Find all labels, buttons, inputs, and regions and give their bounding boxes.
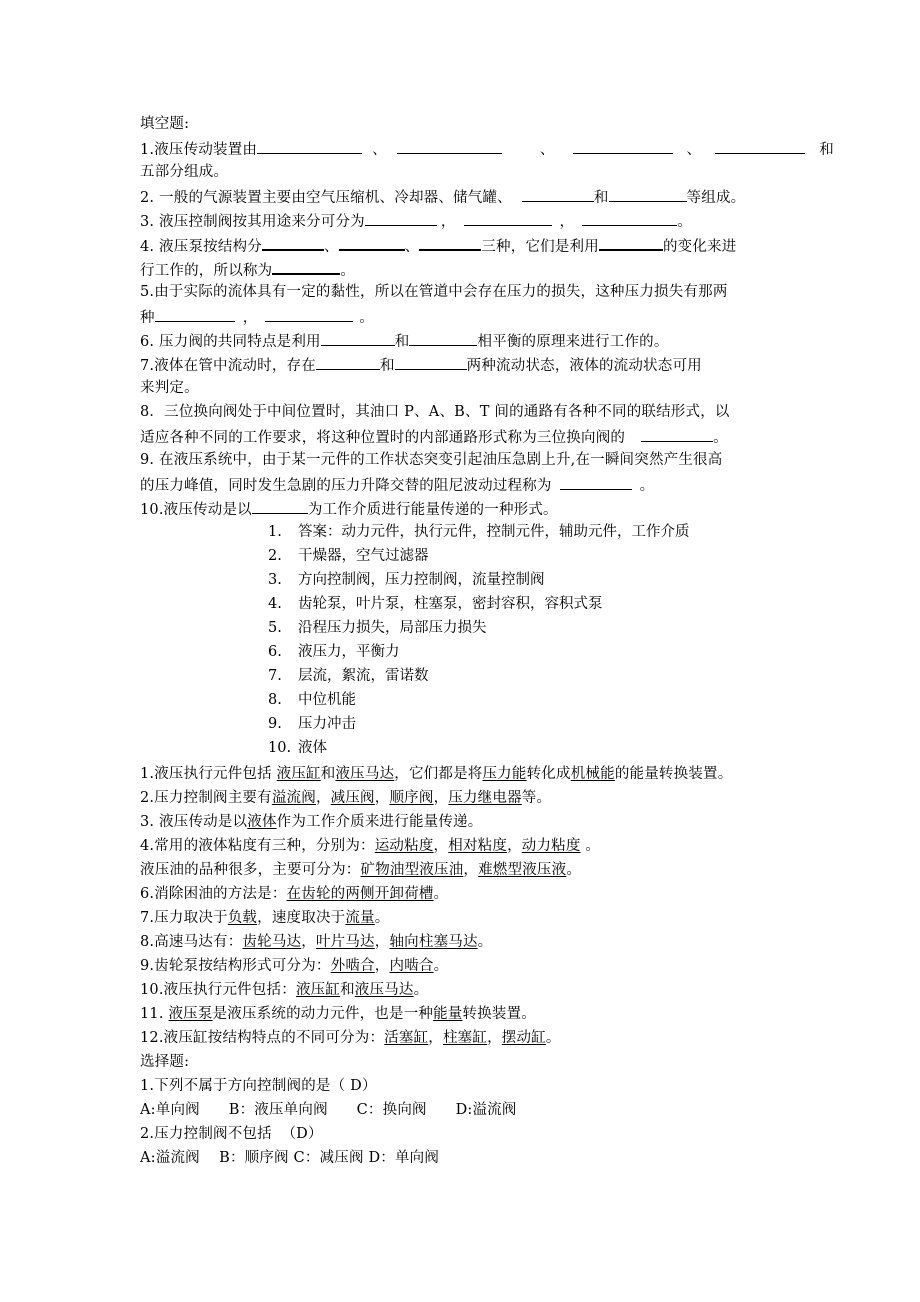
text: 6.消除困油的方法是：	[140, 886, 287, 902]
underlined-answer: 机械能	[570, 766, 615, 782]
underlined-answer: 顺序阀	[389, 790, 434, 806]
text: ，	[433, 838, 449, 854]
underlined-answer: 流量	[345, 910, 375, 926]
q1-and: 和	[819, 142, 834, 158]
text: 。	[580, 838, 601, 854]
text: 3. 液压传动是以	[140, 814, 248, 830]
text: 是液压系统的动力元件，也是一种	[212, 1006, 434, 1022]
blank[interactable]	[155, 307, 235, 322]
q8-post: 。	[713, 430, 728, 446]
blank[interactable]	[272, 259, 340, 275]
answer-number: 10.	[268, 740, 292, 756]
choice-options-2: A:溢流阀 B：顺序阀 C：减压阀 D：单向阀	[140, 1150, 440, 1166]
blank[interactable]	[397, 139, 502, 154]
text: 。	[545, 1030, 561, 1046]
separator: 、	[404, 239, 420, 255]
text: 2.压力控制阀主要有	[140, 790, 272, 806]
separator: ，	[440, 214, 456, 230]
answer-text: 液压力，平衡力	[298, 644, 400, 660]
answer-number: 1.	[268, 524, 282, 540]
separator: 、	[323, 239, 339, 255]
underlined-answer: 叶片马达	[315, 934, 375, 950]
underlined-answer: 液压马达	[354, 982, 414, 998]
answer-item	[268, 643, 400, 661]
text: 11.	[140, 1006, 169, 1022]
q1-text: 1.液压传动装置由	[140, 142, 258, 158]
q8-line2-text: 适应各种不同的工作要求，将这种位置时的内部通路形式称为三位换向阀的	[140, 430, 626, 446]
answer-item	[268, 595, 603, 613]
answer-number: 5.	[268, 620, 282, 636]
text: 转化成	[526, 766, 571, 782]
blank[interactable]	[257, 139, 362, 154]
underlined-answer: 液压泵	[168, 1006, 213, 1022]
q5-post: 。	[359, 310, 375, 326]
answer-number: 9.	[268, 716, 282, 732]
statement-8	[140, 933, 492, 951]
question-8-line2	[140, 427, 728, 447]
answer-item	[268, 739, 327, 757]
text: 12.液压缸按结构特点的不同可分为：	[140, 1030, 385, 1046]
q3-post: 。	[677, 214, 692, 230]
text: 8.高速马达有：	[140, 934, 243, 950]
text: ，	[487, 1030, 502, 1046]
q6-and: 和	[394, 334, 410, 350]
underlined-answer: 外啮合	[330, 958, 375, 974]
blank[interactable]	[339, 235, 405, 251]
statement-9	[140, 957, 448, 975]
underlined-answer: 难燃型液压液	[478, 862, 567, 878]
q2-and: 和	[593, 190, 609, 206]
answer-text: 中位机能	[298, 692, 356, 708]
text: 作为工作介质来进行能量传递。	[276, 814, 483, 830]
q4-text: 4. 液压泵按结构分	[140, 239, 262, 255]
q3-text: 3. 液压控制阀按其用途来分可分为	[140, 214, 365, 230]
question-5: 5.由于实际的流体具有一定的黏性，所以在管道中会存在压力的损失，这种压力损失有那两	[140, 284, 728, 300]
blank[interactable]	[560, 475, 632, 490]
answer-item	[268, 667, 429, 685]
answer-number: 2.	[268, 548, 282, 564]
text: 10.液压执行元件包括：	[140, 982, 296, 998]
blank[interactable]	[321, 331, 395, 346]
q5-line2-text: 种	[140, 310, 155, 326]
text: 。	[374, 910, 390, 926]
q9-line2-text: 的压力峰值，同时发生急剧的压力升降交替的阻尼波动过程称为	[140, 478, 552, 494]
separator: 、	[686, 142, 702, 158]
underlined-answer: 矿物油型液压油	[360, 862, 464, 878]
text: ，	[374, 958, 390, 974]
answer-number: 6.	[268, 644, 282, 660]
text: ，	[507, 838, 522, 854]
underlined-answer: 在齿轮的两侧开卸荷槽	[286, 886, 434, 902]
q7-text: 7.液体在管中流动时，存在	[140, 358, 316, 374]
blank[interactable]	[582, 211, 677, 226]
answer-item	[268, 715, 356, 733]
answer-item	[268, 571, 545, 589]
question-10	[140, 499, 558, 519]
q4-line2-text: 行工作的，所以称为	[140, 263, 273, 279]
blank[interactable]	[573, 139, 673, 154]
choice-options-1: A:单向阀 B：液压单向阀 C：换向阀 D:溢流阀	[140, 1102, 517, 1118]
underlined-answer: 相对粘度	[448, 838, 508, 854]
underlined-answer: 轴向柱塞马达	[389, 934, 478, 950]
underlined-answer: 齿轮马达	[242, 934, 302, 950]
question-3	[140, 211, 692, 231]
underlined-answer: 摆动缸	[501, 1030, 546, 1046]
text: ，	[463, 862, 479, 878]
answer-text: 液体	[298, 740, 327, 756]
statement-4	[140, 837, 600, 855]
answer-text: 压力冲击	[298, 716, 356, 732]
text: ，	[315, 790, 331, 806]
text: ，	[374, 790, 390, 806]
blank[interactable]	[609, 187, 687, 202]
q4-post: 的变化来进	[662, 239, 737, 255]
question-9-line2	[140, 475, 654, 495]
text: 。	[477, 934, 493, 950]
underlined-answer: 减压阀	[330, 790, 375, 806]
text: 9.齿轮泵按结构形式可分为：	[140, 958, 331, 974]
blank[interactable]	[365, 211, 437, 226]
question-2	[140, 187, 745, 207]
q2-post: 等组成。	[686, 190, 746, 206]
text: 转换装置。	[462, 1006, 536, 1022]
text: 液压油的品种很多，主要可分为：	[140, 862, 361, 878]
answer-number: 7.	[268, 668, 282, 684]
underlined-answer: 运动粘度	[374, 838, 434, 854]
statement-10	[140, 981, 428, 999]
underlined-answer: 溢流阀	[271, 790, 316, 806]
text: 1.液压执行元件包括	[140, 766, 277, 782]
answer-item	[268, 691, 356, 709]
answer-text: 层流，絮流，雷诺数	[298, 668, 429, 684]
blank[interactable]	[715, 139, 805, 154]
q9-post: 。	[639, 478, 655, 494]
q7-and: 和	[379, 358, 395, 374]
blank[interactable]	[252, 499, 308, 514]
underlined-answer: 活塞缸	[384, 1030, 429, 1046]
q10-text: 10.液压传动是以	[140, 502, 252, 518]
answer-number: 3.	[268, 572, 282, 588]
text: ，速度取决于	[257, 910, 346, 926]
question-9: 9. 在液压系统中，由于某一元件的工作状态突变引起油压急剧上升,在一瞬间突然产生很高	[140, 452, 723, 468]
separator: ，	[242, 310, 258, 326]
q2-text: 2. 一般的气源装置主要由空气压缩机、冷却器、储气罐、	[140, 190, 512, 206]
answer-text: 沿程压力损失，局部压力损失	[298, 620, 487, 636]
answer-number: 8.	[268, 692, 282, 708]
statement-2	[140, 789, 551, 807]
choice-question-2: 2.压力控制阀不包括 （D）	[140, 1126, 323, 1142]
text: ，	[374, 934, 390, 950]
statement-5	[140, 861, 581, 879]
blank[interactable]	[522, 187, 594, 202]
choice-section-title: 选择题:	[140, 1054, 190, 1070]
underlined-answer: 柱塞缸	[442, 1030, 488, 1046]
text: 4.常用的液体粘度有三种，分别为：	[140, 838, 375, 854]
statement-7	[140, 909, 389, 927]
q10-post: 为工作介质进行能量传递的一种形式。	[307, 502, 558, 518]
underlined-answer: 液压缸	[295, 982, 341, 998]
answer-item	[268, 547, 429, 565]
underlined-answer: 液体	[247, 814, 277, 830]
fill-section-title: 填空题:	[140, 116, 190, 132]
underlined-answer: 压力继电器	[448, 790, 522, 806]
underlined-answer: 液压马达	[335, 766, 395, 782]
answer-text: 齿轮泵，叶片泵，柱塞泵，密封容积，容积式泵	[298, 596, 603, 612]
underlined-answer: 能量	[433, 1006, 463, 1022]
text: 。	[566, 862, 582, 878]
blank[interactable]	[599, 235, 663, 251]
blank[interactable]	[395, 355, 467, 370]
text: ，	[301, 934, 316, 950]
text: ，它们都是将	[394, 766, 483, 782]
statement-6	[140, 885, 448, 903]
question-7	[140, 355, 702, 375]
answer-text: 方向控制阀，压力控制阀，流量控制阀	[298, 572, 545, 588]
text: 和	[320, 766, 336, 782]
answer-text: 答案：动力元件，执行元件，控制元件，辅助元件，工作介质	[298, 524, 690, 540]
statement-1	[140, 765, 732, 783]
text: ，	[428, 1030, 443, 1046]
q4-mid: 三种，它们是利用	[481, 239, 599, 255]
answer-text: 干燥器，空气过滤器	[298, 548, 429, 564]
separator: ，	[559, 214, 575, 230]
text: 7.压力取决于	[140, 910, 228, 926]
question-6	[140, 331, 669, 351]
separator: 、	[539, 142, 555, 158]
statement-3	[140, 813, 482, 831]
text: 。	[433, 886, 449, 902]
q4-line2-post: 。	[340, 263, 356, 279]
underlined-answer: 液压缸	[276, 766, 321, 782]
question-8: 8．三位换向阀处于中间位置时，其油口 P、A、B、T 间的通路有各种不同的联结形式，以	[140, 404, 730, 420]
q7-post: 两种流动状态，液体的流动状态可用	[466, 358, 702, 374]
choice-question-1: 1.下列不属于方向控制阀的是（ D）	[140, 1078, 377, 1094]
statement-11	[140, 1005, 536, 1023]
text: ，	[433, 790, 449, 806]
text: 的能量转换装置。	[614, 766, 733, 782]
blank[interactable]	[265, 307, 353, 322]
question-4-line2	[140, 259, 355, 280]
underlined-answer: 内啮合	[389, 958, 434, 974]
question-4	[140, 235, 736, 256]
blank[interactable]	[316, 355, 380, 370]
question-1-line2: 五部分组成。	[140, 164, 229, 180]
q6-text: 6. 压力阀的共同特点是利用	[140, 334, 321, 350]
question-7-line2: 来判定。	[140, 380, 199, 396]
text: 等。	[521, 790, 552, 806]
underlined-answer: 负载	[227, 910, 258, 926]
answer-item	[268, 619, 487, 637]
blank[interactable]	[641, 427, 713, 442]
text: 和	[340, 982, 355, 998]
blank[interactable]	[409, 331, 477, 346]
underlined-answer: 动力粘度	[521, 838, 581, 854]
question-5-line2	[140, 307, 374, 327]
blank[interactable]	[419, 235, 481, 251]
text: 。	[413, 982, 429, 998]
answer-item	[268, 523, 690, 541]
blank[interactable]	[262, 235, 324, 251]
underlined-answer: 压力能	[482, 766, 527, 782]
statement-12	[140, 1029, 561, 1047]
blank[interactable]	[464, 211, 552, 226]
separator: 、	[372, 142, 387, 158]
question-1	[140, 139, 834, 159]
q6-post: 相平衡的原理来进行工作的。	[477, 334, 669, 350]
answer-number: 4.	[268, 596, 282, 612]
text: 。	[433, 958, 449, 974]
